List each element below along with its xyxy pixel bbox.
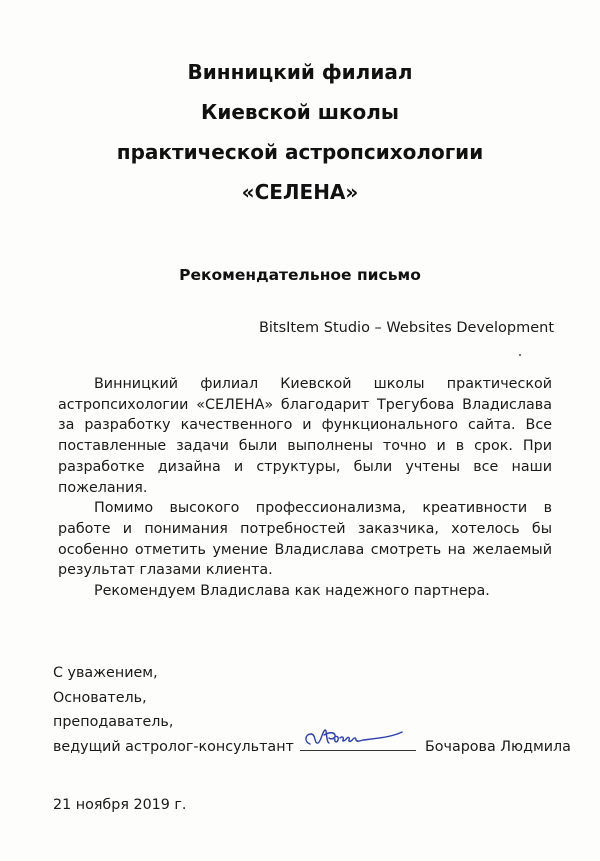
title-line-4: «СЕЛЕНА»	[241, 180, 359, 204]
title-line-2: Киевской школы	[200, 100, 400, 124]
closing-block	[53, 661, 583, 760]
letter-date: 21 ноября 2019 г.	[53, 797, 187, 813]
role-line-2: преподаватель,	[53, 714, 174, 731]
letter-body	[58, 374, 552, 602]
regards-line: С уважением,	[53, 665, 158, 681]
scan-speck	[519, 354, 521, 356]
signer-name: Бочарова Людмила	[424, 739, 571, 756]
signature-field	[300, 736, 416, 751]
role-line-3: ведущий астролог-консультант	[53, 739, 294, 756]
paragraph-1: Винницкий филиал Киевской школы практической астропсихологии «СЕЛЕНА» благодарит Трегубова Владислава за разработку качественного и функционального сайта. Все поставленные задачи были выполнены точно и в срок. При разработке дизайна и структуры, были учтены все наши пожелания.	[58, 376, 552, 496]
paragraph-2: Помимо высокого профессионализма, креативности в работе и понимания потребностей заказчика, хотелось бы особенно отметить умение Владислава смотреть на желаемый результат глазами клиента.	[58, 500, 552, 579]
letter-subtitle: Рекомендательное письмо	[179, 266, 421, 284]
title-line-1: Винницкий филиал	[187, 60, 413, 84]
recipient: BitsItem Studio – Websites Development	[258, 320, 554, 336]
letterhead-title	[0, 52, 600, 212]
handwritten-signature	[302, 726, 414, 750]
role-line-1: Основатель,	[53, 689, 147, 706]
signature-line	[53, 735, 583, 760]
paragraph-3: Рекомендуем Владислава как надежного партнера.	[94, 583, 490, 600]
title-line-3: практической астропсихологии	[116, 140, 484, 164]
